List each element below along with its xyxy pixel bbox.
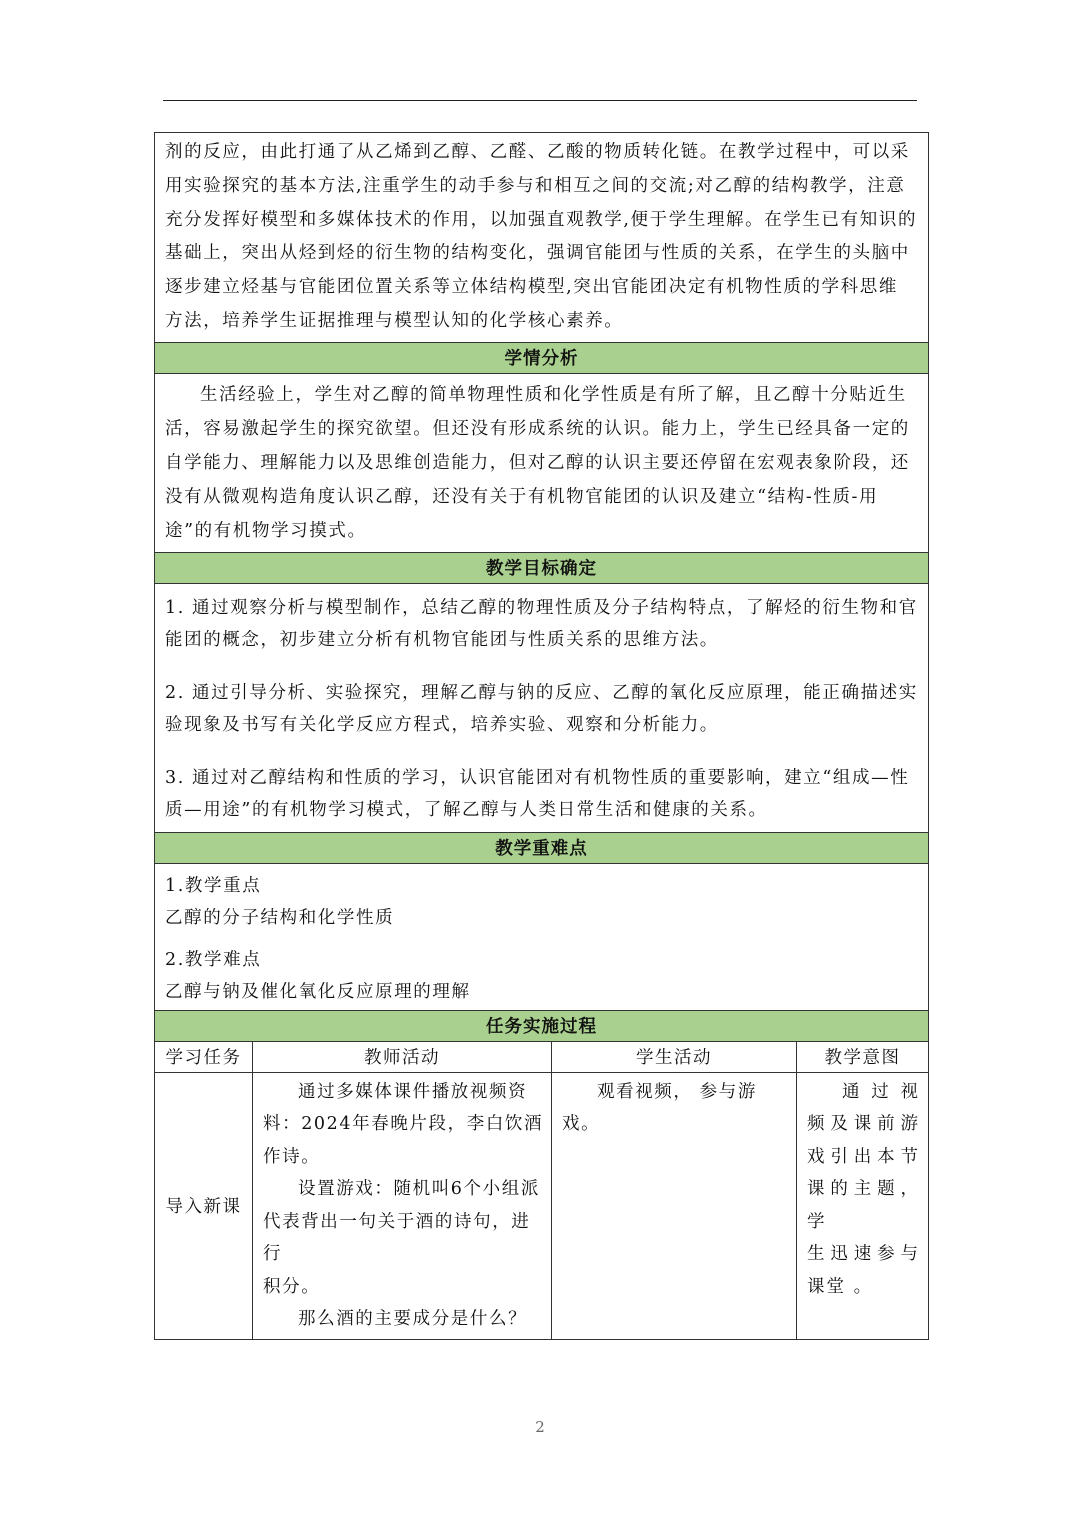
teacher-line: 作诗。 xyxy=(263,1146,321,1167)
difficulty-text: 乙醇与钠及催化氧化反应原理的理解 xyxy=(165,981,471,1002)
intro-line: 方法，培养学生证据推理与模型认知的化学核心素养。 xyxy=(165,310,624,331)
analysis-row xyxy=(155,373,929,552)
goals-cell xyxy=(155,583,929,832)
teacher-line: 那么酒的主要成分是什么？ xyxy=(298,1309,528,1330)
intent-line: 通过视 xyxy=(842,1081,920,1102)
process-header-row xyxy=(155,1010,929,1041)
analysis-header-row xyxy=(155,342,929,373)
keypoints-header-row xyxy=(155,832,929,863)
goal-item: 2. 通过引导分析、实验探究，理解乙醇与钠的反应、乙醇的氧化反应原理，能正确描述实验现象及书写有关化学反应方程式，培养实验、观察和分析能力。 xyxy=(165,682,918,735)
process-row xyxy=(155,1072,929,1339)
header-rule xyxy=(163,100,917,101)
teacher-line: 积分。 xyxy=(263,1276,321,1297)
focus-label: 1.教学重点 xyxy=(165,875,262,896)
task-name: 导入新课 xyxy=(155,1072,253,1339)
goal-item: 3. 通过对乙醇结构和性质的学习，认识官能团对有机物性质的重要影响，建立“组成—性质—用途”的有机物学习模式，了解乙醇与人类日常生活和健康的关系。 xyxy=(165,767,910,820)
lesson-plan-table xyxy=(154,132,929,1340)
teaching-intent xyxy=(797,1072,929,1339)
intent-line: 生迅速参与 xyxy=(807,1244,920,1265)
student-text: 观看视频， 参与游戏。 xyxy=(562,1081,757,1135)
intent-line: 频及课前游 xyxy=(807,1114,920,1135)
keypoints-row xyxy=(155,863,929,1010)
column-header-task: 学习任务 xyxy=(155,1041,253,1072)
teacher-line: 代表背出一句关于酒的诗句，进行 xyxy=(263,1211,531,1265)
teacher-line: 通过多媒体课件播放视频资 xyxy=(298,1081,528,1102)
goal-item: 1. 通过观察分析与模型制作，总结乙醇的物理性质及分子结构特点，了解烃的衍生物和官能团的概念，初步建立分析有机物官能团与性质关系的思维方法。 xyxy=(165,597,918,650)
teacher-activity xyxy=(253,1072,552,1339)
intent-line: 课的主题，学 xyxy=(807,1179,920,1232)
intro-text xyxy=(165,136,918,339)
goals-row xyxy=(155,583,929,832)
keypoints-cell xyxy=(155,863,929,1010)
intro-row xyxy=(155,133,929,343)
teacher-line: 料：2024年春晚片段，李白饮酒 xyxy=(263,1114,544,1135)
focus-text: 乙醇的分子结构和化学性质 xyxy=(165,907,395,928)
intro-line: 基础上，突出从烃到烃的衍生物的结构变化，强调官能团与性质的关系，在学生的头脑中 xyxy=(165,243,910,264)
goals-header-row xyxy=(155,552,929,583)
student-activity xyxy=(552,1072,797,1339)
analysis-heading: 学情分析 xyxy=(155,342,929,373)
intro-cell xyxy=(155,133,929,343)
keypoints-heading: 教学重难点 xyxy=(155,832,929,863)
process-columns-row xyxy=(155,1041,929,1072)
process-heading: 任务实施过程 xyxy=(155,1010,929,1041)
intro-line: 剂的反应，由此打通了从乙烯到乙醇、乙醛、乙酸的物质转化链。在教学过程中，可以采 xyxy=(165,142,910,162)
column-header-intent: 教学意图 xyxy=(797,1041,929,1072)
intent-line: 课堂 。 xyxy=(807,1276,874,1297)
intent-line: 戏引出本节 xyxy=(807,1146,920,1167)
intro-line: 逐步建立烃基与官能团位置关系等立体结构模型,突出官能团决定有机物性质的学科思维 xyxy=(165,277,898,298)
difficulty-label: 2.教学难点 xyxy=(165,949,262,970)
analysis-cell xyxy=(155,373,929,552)
analysis-text: 生活经验上，学生对乙醇的简单物理性质和化学性质是有所了解，且乙醇十分贴近生活，容易激起学生的探究欲望。但还没有形成系统的认识。能力上，学生已经具备一定的自学能力、理解能力以及思维创造能力，但对乙醇的认识主要还停留在宏观表象阶段，还没有从微观构造角度认识乙醇，还没有关于有机物官能团的认识及建立“结构-性质-用途”的有机物学习摸式。 xyxy=(165,384,910,541)
page-number: 2 xyxy=(535,1418,545,1436)
column-header-student: 学生活动 xyxy=(552,1041,797,1072)
teacher-line: 设置游戏：随机叫6个小组派 xyxy=(298,1179,540,1200)
goals-heading: 教学目标确定 xyxy=(155,552,929,583)
intro-line: 充分发挥好模型和多媒体技术的作用，以加强直观教学,便于学生理解。在学生已有知识的 xyxy=(165,209,918,230)
column-header-teacher: 教师活动 xyxy=(253,1041,552,1072)
intro-line: 用实验探究的基本方法,注重学生的动手参与和相互之间的交流;对乙醇的结构教学，注意 xyxy=(165,175,906,196)
